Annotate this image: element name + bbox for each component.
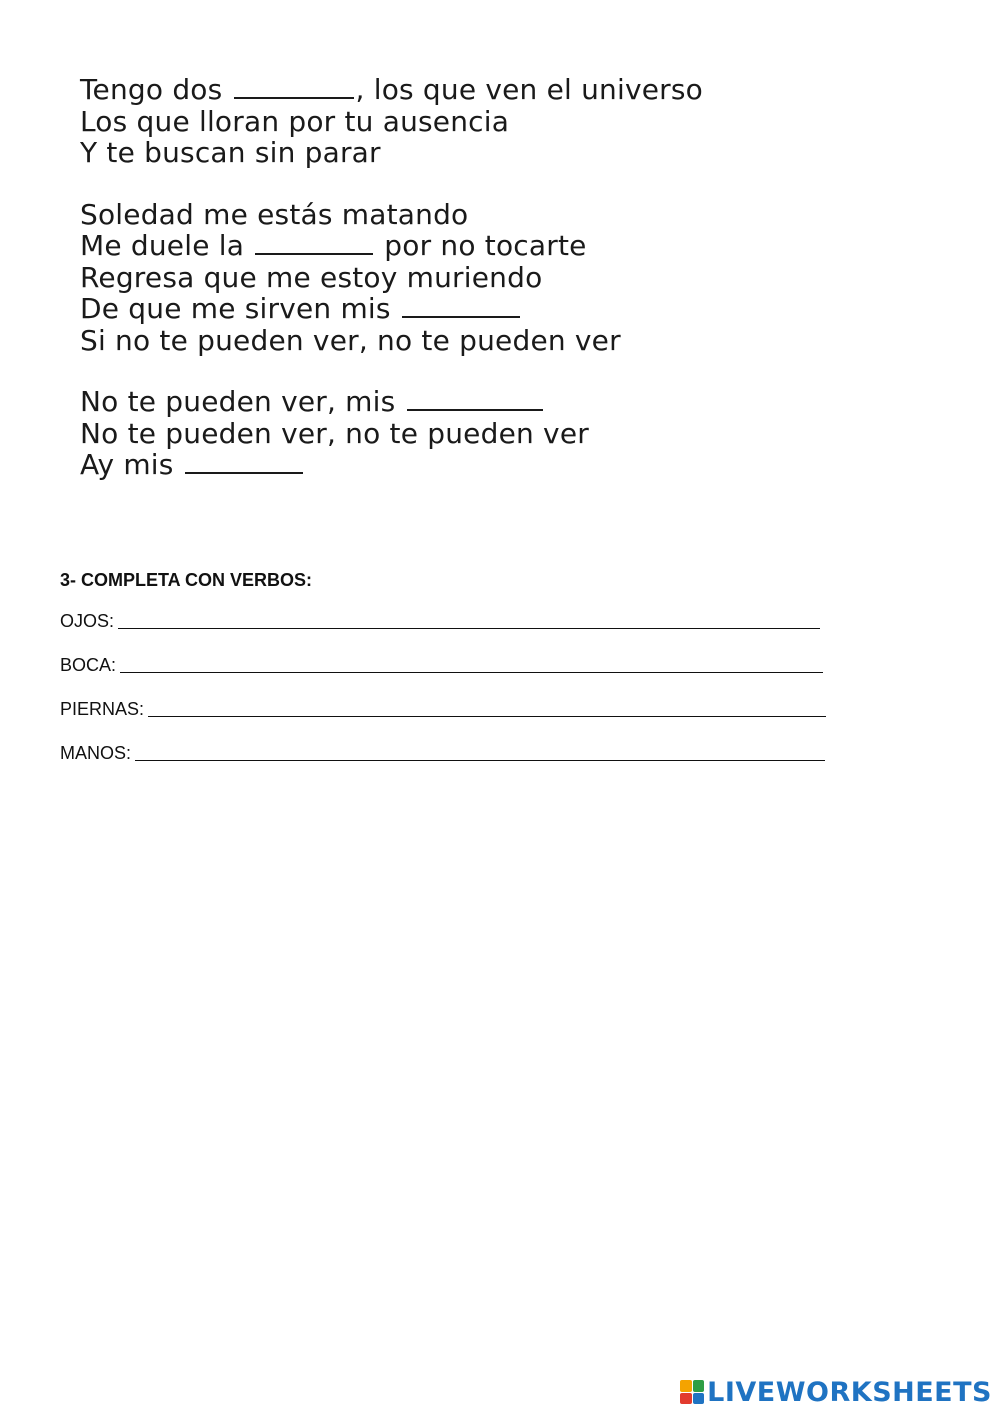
song-lyrics bbox=[80, 74, 840, 511]
answer-row-piernas bbox=[60, 697, 860, 721]
liveworksheets-brand bbox=[680, 1375, 992, 1409]
stanza-3 bbox=[80, 386, 840, 481]
blank-field[interactable] bbox=[234, 75, 354, 99]
answer-field-ojos[interactable] bbox=[118, 610, 820, 629]
stanza-2 bbox=[80, 199, 840, 357]
logo-square bbox=[680, 1380, 692, 1392]
answer-label: MANOS: bbox=[60, 743, 132, 763]
liveworksheets-logo-icon bbox=[680, 1380, 704, 1404]
lyric-line: Regresa que me estoy muriendo bbox=[80, 260, 543, 294]
answer-field-piernas[interactable] bbox=[148, 698, 826, 717]
logo-square bbox=[693, 1380, 705, 1392]
lyric-line bbox=[80, 386, 840, 418]
exercise-title: 3- COMPLETA CON VERBOS: bbox=[60, 570, 313, 590]
brand-name: LIVEWORKSHEETS bbox=[707, 1376, 992, 1408]
lyric-line bbox=[80, 230, 840, 262]
lyric-line bbox=[80, 449, 840, 481]
answer-label: OJOS: bbox=[60, 611, 115, 631]
blank-field[interactable] bbox=[402, 294, 520, 318]
lyric-line: Y te buscan sin parar bbox=[80, 136, 381, 169]
answer-row-manos bbox=[60, 741, 860, 765]
stanza-1 bbox=[80, 74, 840, 169]
lyric-text: De que me sirven mis bbox=[80, 292, 400, 325]
lyric-line: Soledad me estás matando bbox=[80, 197, 469, 231]
answer-field-boca[interactable] bbox=[120, 654, 823, 673]
lyric-line: Si no te pueden ver, no te pueden ver bbox=[80, 323, 621, 357]
blank-field[interactable] bbox=[185, 450, 303, 474]
answer-row-ojos bbox=[60, 609, 860, 633]
lyric-text: , los que ven el universo bbox=[355, 73, 704, 106]
lyric-text: No te pueden ver, mis bbox=[80, 385, 405, 418]
lyric-line bbox=[80, 293, 840, 325]
lyric-text: Tengo dos bbox=[80, 73, 232, 106]
answer-field-manos[interactable] bbox=[135, 742, 825, 761]
answer-label: PIERNAS: bbox=[60, 699, 145, 719]
lyric-text: por no tocarte bbox=[375, 229, 587, 262]
lyric-text: Me duele la bbox=[80, 229, 254, 262]
answer-label: BOCA: bbox=[60, 655, 117, 675]
blank-field[interactable] bbox=[255, 231, 373, 255]
answer-row-boca bbox=[60, 653, 860, 677]
verb-exercise bbox=[60, 568, 860, 785]
logo-square bbox=[680, 1393, 692, 1405]
lyric-line: No te pueden ver, no te pueden ver bbox=[80, 416, 589, 450]
lyric-line: Los que lloran por tu ausencia bbox=[80, 104, 510, 138]
blank-field[interactable] bbox=[407, 387, 543, 411]
lyric-text: Ay mis bbox=[80, 448, 183, 481]
lyric-line bbox=[80, 74, 840, 106]
logo-square bbox=[693, 1393, 705, 1405]
